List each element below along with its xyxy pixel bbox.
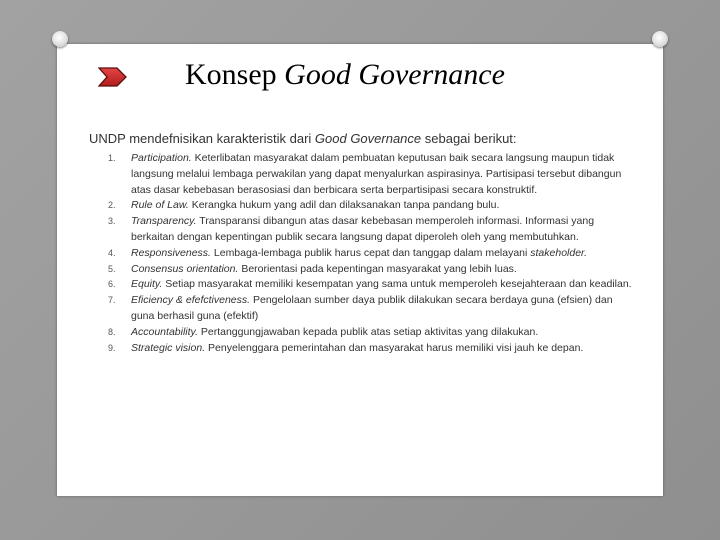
- item-text: Transparansi dibangun atas dasar kebebasan memperoleh informasi. Informasi yang berkaitan dengan kepentingan publik secara langsung dapat diperoleh oleh yang membutuhkan.: [131, 215, 595, 243]
- item-text: Pengelolaan sumber daya publik dilakukan secara berdaya guna (efsien) dan guna berhasil guna (efektif): [131, 294, 613, 322]
- intro-prefix: UNDP mendefnisikan karakteristik dari: [89, 131, 315, 146]
- list-item: [108, 277, 638, 293]
- item-number: 6.: [108, 279, 116, 290]
- item-number: 7.: [108, 295, 116, 306]
- item-number: 1.: [108, 153, 116, 163]
- page-title: [185, 58, 505, 92]
- title-part1: Konsep: [185, 58, 277, 91]
- item-term: Strategic vision.: [131, 341, 206, 354]
- item-number: 3.: [108, 216, 116, 227]
- intro-text: [89, 131, 517, 146]
- item-number: 8.: [108, 326, 116, 337]
- list-item: [108, 341, 638, 357]
- item-term: Eficiency & efefctiveness.: [131, 294, 251, 307]
- item-text: Pertanggungjawaban kepada publik atas setiap aktivitas yang dilakukan.: [197, 325, 539, 338]
- list-item: [108, 214, 638, 246]
- characteristics-list: [108, 151, 638, 356]
- pin-left-icon: [52, 31, 68, 47]
- list-item: [108, 262, 638, 278]
- item-term: Equity.: [131, 278, 163, 291]
- item-text: Penyelenggara pemerintahan dan masyarakat harus memiliki visi jauh ke depan.: [205, 341, 584, 354]
- item-text: Keterlibatan masyarakat dalam pembuatan keputusan baik secara langsung maupun tidak langsung melalui lembaga perwakilan yang dapat menyalurkan aspirasinya. Partisipasi tersebut dibangun atas dasar kebebasan berasosiasi dan berbicara serta berpartisipasi secara konstruktif.: [131, 152, 622, 196]
- item-number: 2.: [108, 200, 116, 211]
- title-part2: Good Governance: [284, 58, 505, 91]
- list-item: [108, 325, 638, 341]
- item-term: Transparency.: [131, 215, 197, 228]
- chevron-arrow-icon: [98, 66, 128, 88]
- list-item: [108, 246, 638, 262]
- item-number: 4.: [108, 247, 116, 258]
- list-item: [108, 293, 638, 325]
- item-text: Setiap masyarakat memiliki kesempatan yang sama untuk memperoleh kesejahteraan dan keadilan.: [162, 278, 632, 291]
- item-number: 5.: [108, 263, 116, 274]
- item-text: Lembaga-lembaga publik harus cepat dan tanggap dalam melayani: [210, 246, 531, 259]
- item-term: Rule of Law.: [131, 199, 189, 212]
- item-term: Consensus orientation.: [131, 262, 239, 275]
- intro-term: Good Governance: [314, 131, 422, 146]
- list-item: [108, 151, 638, 198]
- item-text: Berorientasi pada kepentingan masyarakat yang lebih luas.: [238, 262, 517, 275]
- intro-suffix: sebagai berikut:: [421, 131, 517, 146]
- item-term: Responsiveness.: [131, 246, 211, 259]
- list-item: [108, 198, 638, 214]
- item-number: 9.: [108, 342, 116, 353]
- item-term: Participation.: [131, 152, 192, 164]
- item-term-2: stakeholder.: [530, 246, 588, 259]
- item-text: Kerangka hukum yang adil dan dilaksanakan tanpa pandang bulu.: [188, 199, 500, 212]
- pin-right-icon: [652, 31, 668, 47]
- item-term: Accountability.: [131, 325, 198, 338]
